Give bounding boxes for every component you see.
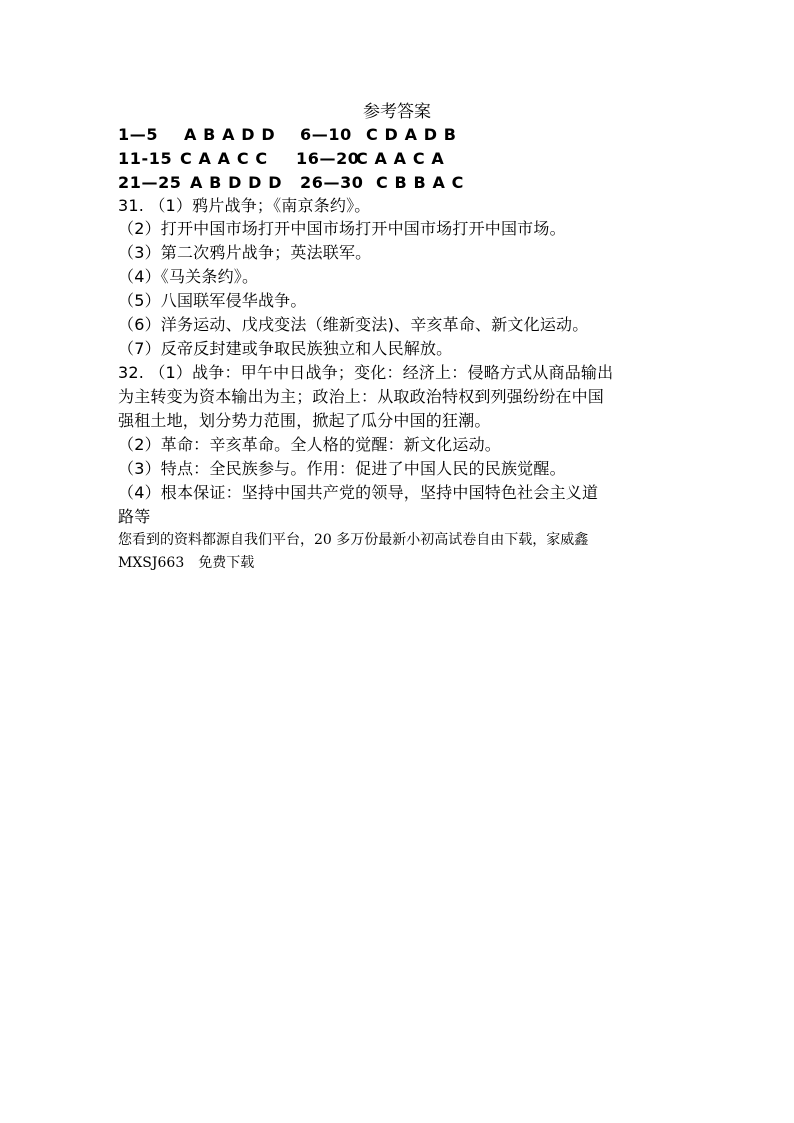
- mcq-answers: A B A D D: [184, 125, 276, 144]
- answer-line: （2）打开中国市场打开中国市场打开中国市场打开中国市场。: [118, 219, 566, 238]
- mcq-answers: A B D D D: [190, 173, 283, 192]
- answer-line: （5）八国联军侵华战争。: [118, 291, 307, 310]
- answer-line: （4）根本保证：坚持中国共产党的领导，坚持中国特色社会主义道: [118, 483, 599, 502]
- mcq-range: 1—5: [118, 125, 159, 144]
- answer-line: （3）第二次鸦片战争；英法联军。: [118, 243, 372, 262]
- answer-line: （7）反帝反封建或争取民族独立和人民解放。: [118, 339, 453, 358]
- page-title: 参考答案: [363, 102, 431, 122]
- mcq-range: 16—20: [296, 149, 360, 168]
- mcq-range: 11-15: [118, 149, 173, 168]
- mcq-answers: C A A C C: [180, 149, 268, 168]
- answer-line: 32. （1）战争：甲午中日战争；变化：经济上：侵略方式从商品输出: [118, 363, 614, 382]
- answer-line: （2）革命：辛亥革命。全人格的觉醒：新文化运动。: [118, 435, 501, 454]
- answer-line: （3）特点：全民族参与。作用：促进了中国人民的民族觉醒。: [118, 459, 566, 478]
- answer-line: 31. （1）鸦片战争；《南京条约》。: [118, 196, 371, 215]
- mcq-range: 26—30: [300, 173, 364, 192]
- answer-line: 强租土地，划分势力范围，掀起了瓜分中国的狂潮。: [118, 411, 491, 430]
- mcq-answers: C B B A C: [376, 173, 464, 192]
- answer-line: 为主转变为资本输出为主；政治上：从取政治特权到列强纷纷在中国: [118, 387, 605, 406]
- footer-note: 您看到的资料都源自我们平台，20 多万份最新小初高试卷自由下载，家威鑫: [118, 532, 589, 548]
- footer-note: MXSJ663 免费下载: [118, 555, 255, 571]
- answer-line: （6）洋务运动、戊戌变法（维新变法)、辛亥革命、新文化运动。: [118, 315, 589, 334]
- mcq-answers: C A A C A: [356, 149, 445, 168]
- mcq-answers: C D A D B: [366, 125, 457, 144]
- answer-line: （4）《马关条约》。: [118, 267, 259, 286]
- answer-line: 路等: [118, 507, 151, 526]
- mcq-range: 6—10: [300, 125, 352, 144]
- mcq-range: 21—25: [118, 173, 182, 192]
